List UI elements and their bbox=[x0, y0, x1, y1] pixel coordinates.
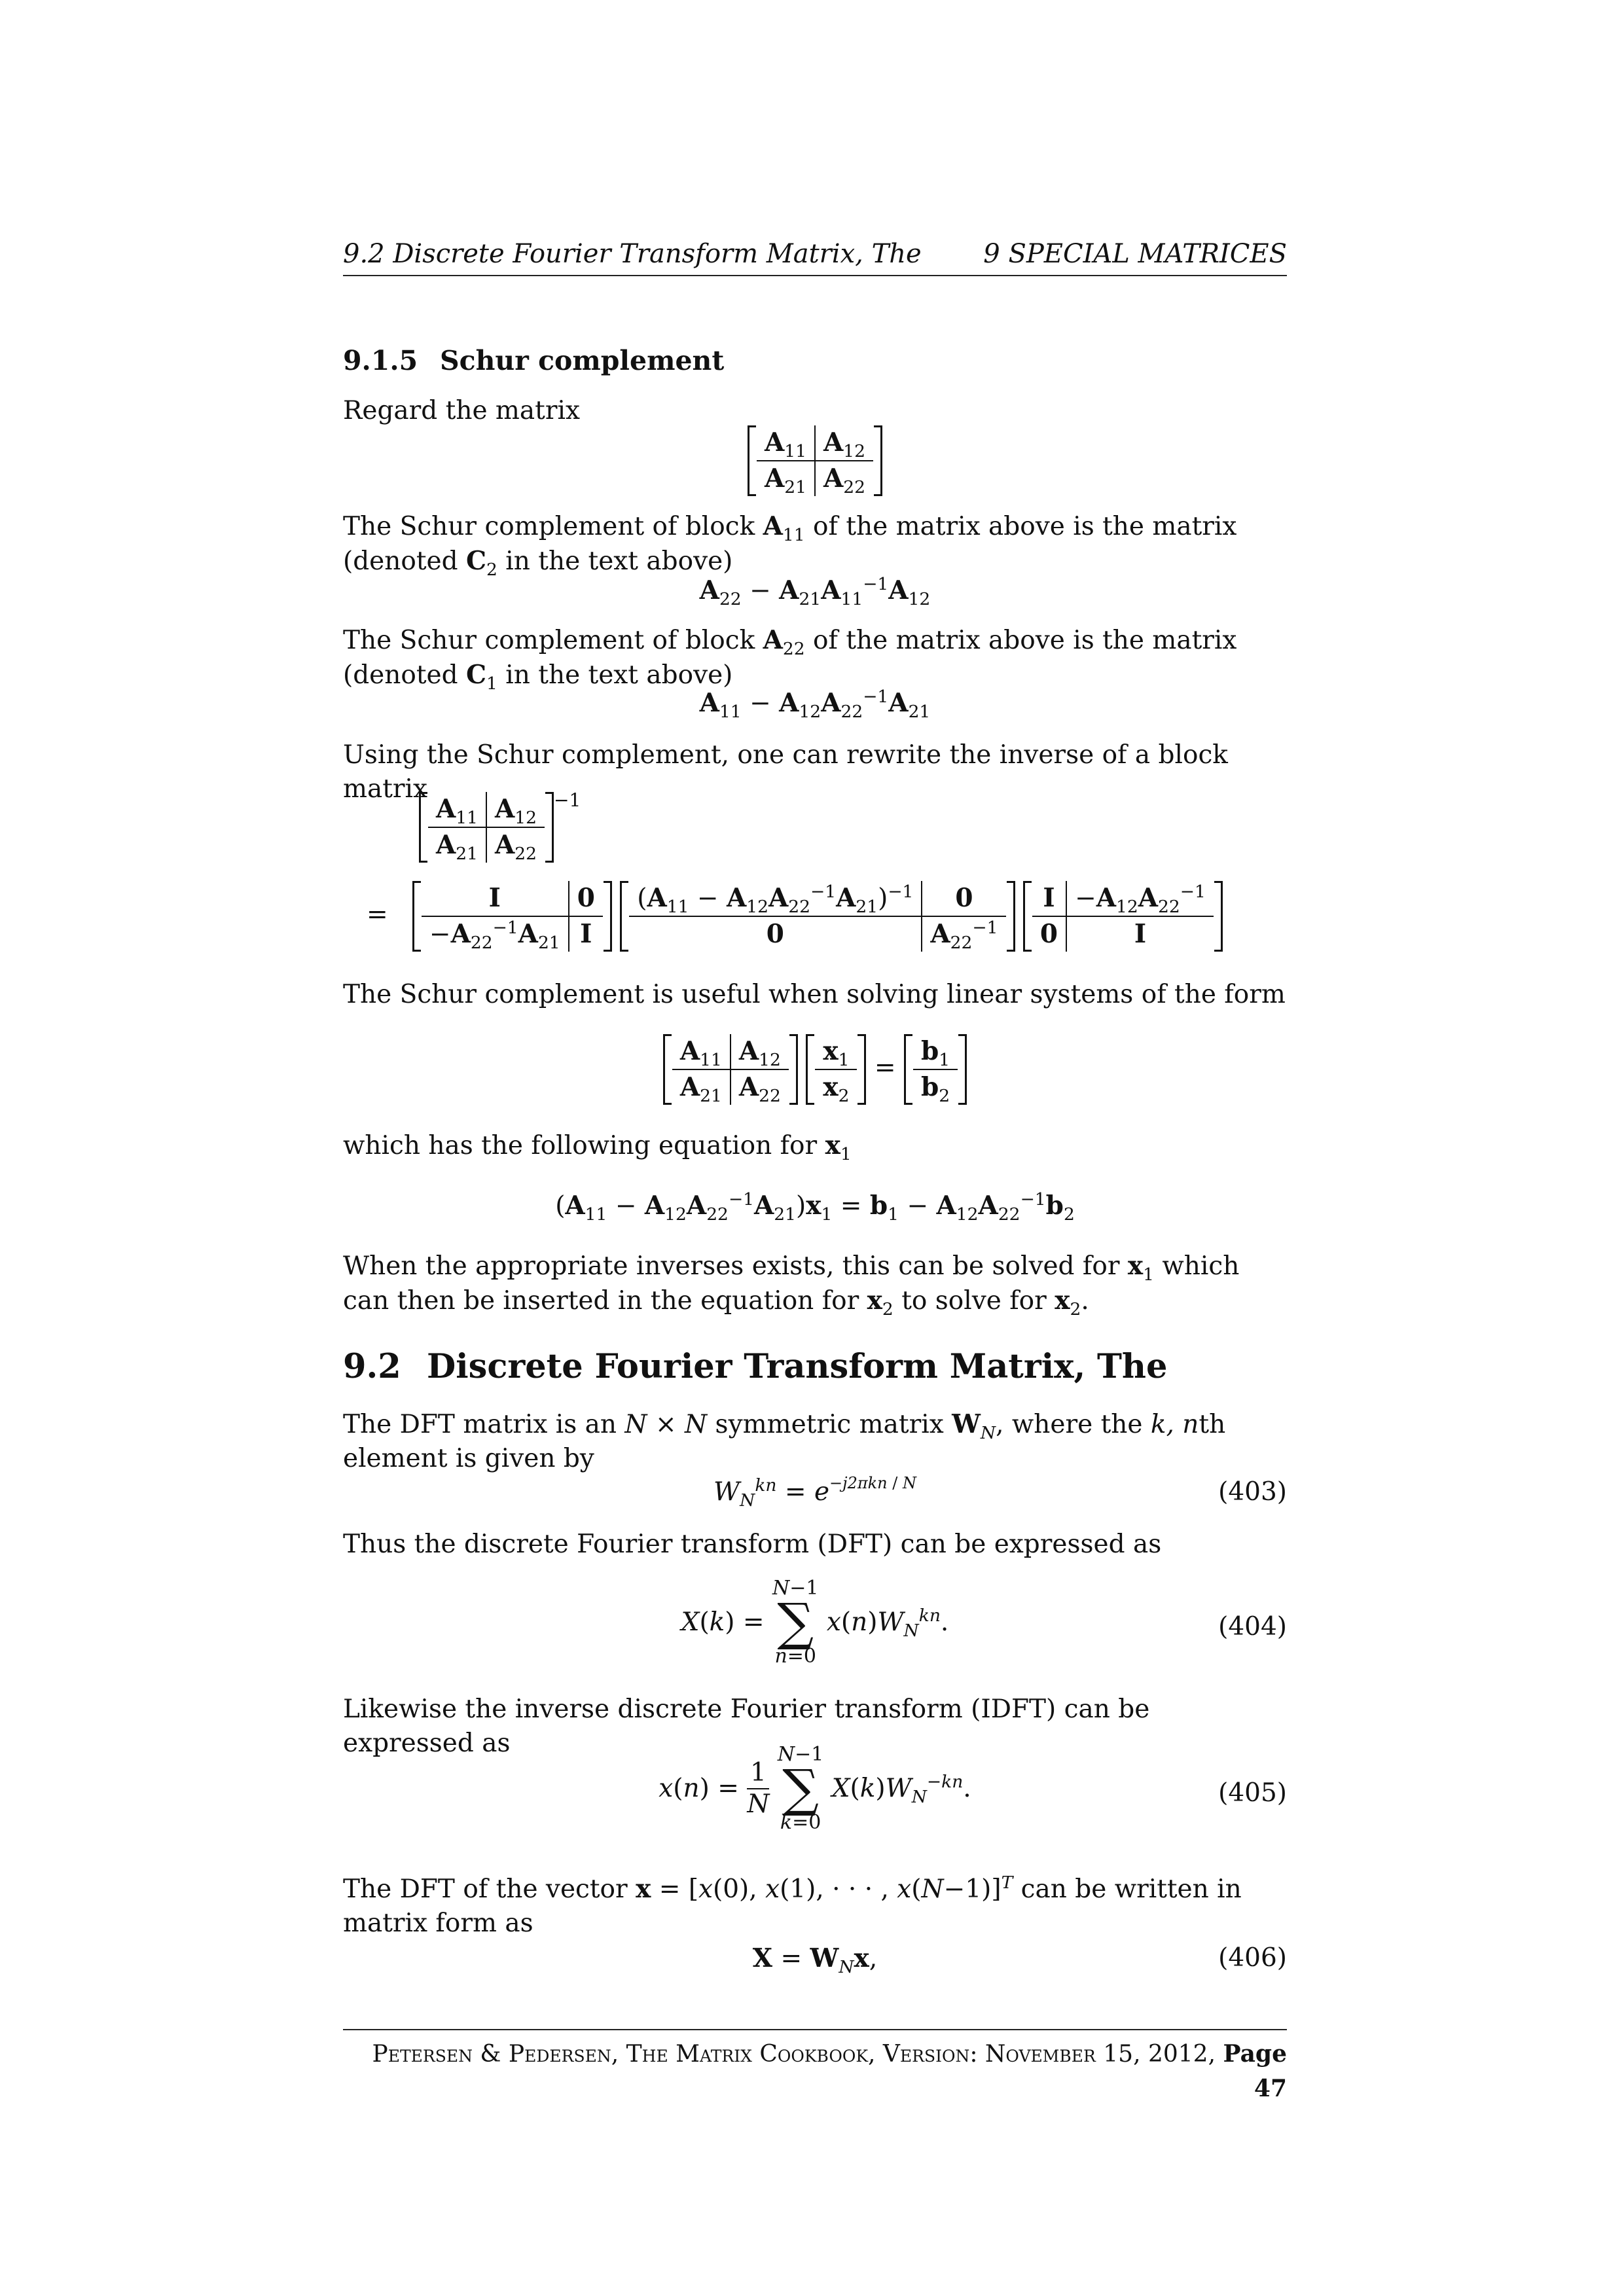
section-title: Discrete Fourier Transform Matrix, The bbox=[427, 1347, 1168, 1386]
header-right: 9 SPECIAL MATRICES bbox=[983, 239, 1287, 269]
equation-block-matrix: $A_{11}$ $A_{12}$ $A_{21}$ $A_{22}$ bbox=[343, 425, 1287, 496]
subsection-heading bbox=[343, 344, 724, 378]
header-left: 9.2 Discrete Fourier Transform Matrix, The bbox=[343, 239, 922, 269]
equation-number: (405) bbox=[1218, 1778, 1287, 1808]
equation-schur-c2: $A_{22} - A_{21}A_{11}^{-1}A_{12}$ bbox=[699, 574, 931, 609]
paragraph: Likewise the inverse discrete Fourier transform (IDFT) can be expressed as bbox=[343, 1695, 1150, 1758]
paragraph: The Schur complement of block $A_{22}$ of the matrix above is the matrix (denoted $C_1$ in the text above) bbox=[343, 625, 1237, 694]
paragraph: Regard the matrix bbox=[343, 396, 580, 425]
page-number: Page 47 bbox=[1223, 2040, 1287, 2102]
equation-number: (404) bbox=[1218, 1612, 1287, 1641]
equation-number: (406) bbox=[1218, 1943, 1287, 1973]
equation-schur-c1: $A_{11} - A_{12}A_{22}^{-1}A_{21}$ bbox=[699, 687, 931, 722]
paragraph: The DFT of the vector x = [x(0), x(1), · · · , x(N−1)]$^T$ can be written in matrix form as bbox=[343, 1873, 1242, 1938]
section-heading bbox=[343, 1347, 1168, 1386]
paragraph: which has the following equation for $x_1$ bbox=[343, 1130, 852, 1164]
page-footer bbox=[343, 2029, 1287, 2106]
paragraph: The DFT matrix is an N × N symmetric matrix $W_N$, where the k, nth element is given by bbox=[343, 1409, 1226, 1473]
equation-405: x(n) = $\frac{1}{N}$ N−1 ∑ k=0 $X(k)W_N^{-kn}$. (405) bbox=[659, 1743, 1287, 1834]
paragraph: Thus the discrete Fourier transform (DFT) can be expressed as bbox=[343, 1530, 1162, 1559]
equation-inverse-rhs: = I 0 $-A_{22}^{-1}A_{21}$ I $(A_{11} - A_{12}A_{22}^{-1}A_{21})^{-1}$ 0 0 $A_{22}^{-1}$ I $-A_{12}A_{22}^{-1}$ 0 I bbox=[367, 881, 1223, 952]
paragraph: The Schur complement is useful when solving linear systems of the form bbox=[343, 980, 1286, 1009]
equation-404: X(k) = N−1 ∑ n=0 $x(n)W_N^{kn}$. (404) bbox=[681, 1577, 1287, 1668]
subsection-title: Schur complement bbox=[440, 345, 725, 376]
equation-number: (403) bbox=[1218, 1477, 1287, 1507]
equation-inverse-lhs: $A_{11}$ $A_{12}$ $A_{21}$ $A_{22}$ $^{-1}$ bbox=[419, 792, 581, 863]
paragraph: The Schur complement of block $A_{11}$ of the matrix above is the matrix (denoted $C_2$ in the text above) bbox=[343, 511, 1237, 580]
equation-406: $X = W_Nx$, (406) bbox=[343, 1941, 1287, 1976]
paragraph: Using the Schur complement, one can rewrite the inverse of a block matrix bbox=[343, 740, 1228, 804]
section-number: 9.2 bbox=[343, 1347, 401, 1386]
subsection-number: 9.1.5 bbox=[343, 345, 418, 376]
equation-x1: $(A_{11} - A_{12}A_{22}^{-1}A_{21})x_1 = b_1 - A_{12}A_{22}^{-1}b_2$ bbox=[555, 1189, 1075, 1225]
equation-403: $W_N^{kn} = e^{-j2\pi kn / N}$ (403) bbox=[713, 1474, 1287, 1511]
equation-linear-system: $A_{11}$ $A_{12}$ $A_{21}$ $A_{22}$ $x_1$ $x_2$ = $b_1$ $b_2$ bbox=[343, 1034, 1287, 1105]
paragraph: When the appropriate inverses exists, this can be solved for $x_1$ which can then be inserted in the equation for $x_2$ to solve for $x_2$. bbox=[343, 1251, 1240, 1319]
footer-text: Petersen & Pedersen, The Matrix Cookbook, Version: November 15, 2012, bbox=[372, 2041, 1223, 2068]
running-header bbox=[343, 236, 1287, 276]
